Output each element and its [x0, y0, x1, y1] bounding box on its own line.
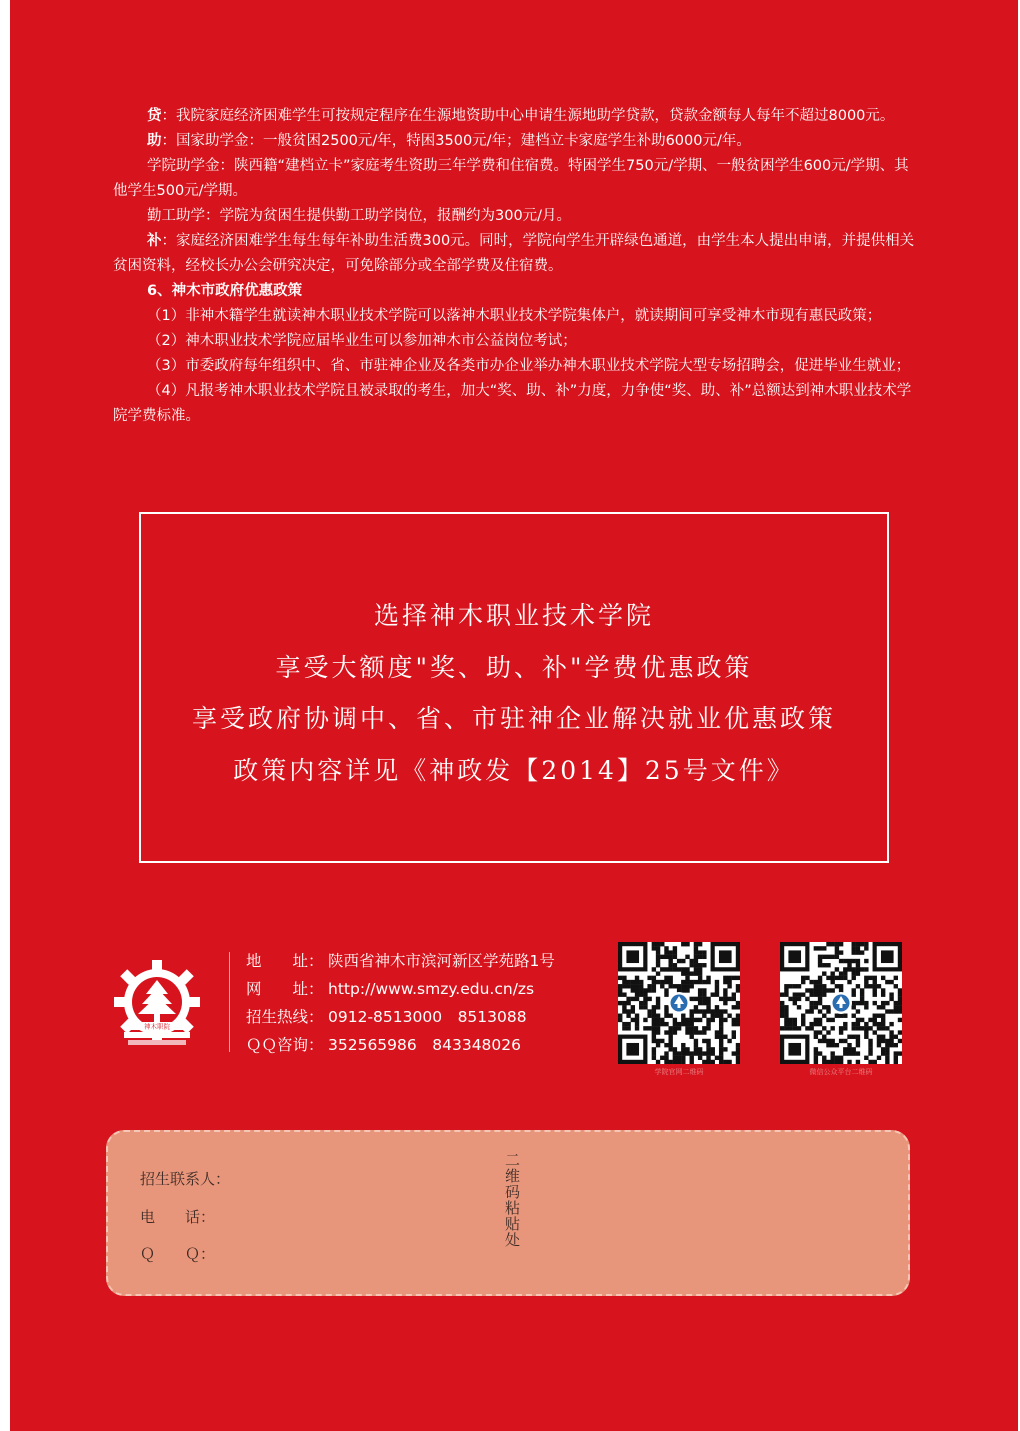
website-link[interactable]: http://www.smzy.edu.cn/zs [328, 980, 535, 998]
contact-person-row [140, 1168, 230, 1189]
website-label: 网 址： [246, 980, 324, 998]
qr-code-icon [618, 942, 740, 1064]
qq-value: 352565986 843348026 [328, 1036, 522, 1054]
gov-policy-item: （4）凡报考神木职业技术学院且被录取的考生，加大“奖、助、补”力度，力争使“奖、助、补”总额达到神木职业技术学院学费标准。 [113, 383, 912, 424]
highlight-line: 享受政府协调中、省、市驻神企业解决就业优惠政策 [191, 704, 836, 733]
aid-label: 助 [147, 133, 162, 149]
aid-text: ：国家助学金：一般贫困2500元/年，特困3500元/年；建档立卡家庭学生补助6000元/年。 [161, 133, 751, 149]
logo-text: 神木职院 [144, 1022, 170, 1031]
qr-caption: 学院官网二维码 [654, 1068, 704, 1076]
contact-info [246, 947, 555, 1059]
phone-row [140, 1206, 215, 1227]
college-grant-paragraph: 学院助学金：陕西籍“建档立卡”家庭考生资助三年学费和住宿费。特困学生750元/学期、一般贫困学生600元/学期、其他学生500元/学期。 [113, 158, 909, 199]
highlight-line: 选择神木职业技术学院 [373, 601, 654, 630]
website-row [246, 975, 555, 1003]
subsidy-label: 补 [147, 233, 162, 249]
subsidy-paragraph [113, 229, 923, 279]
brochure-page [10, 0, 1018, 1431]
contact-person-label: 招生联系人： [140, 1170, 231, 1188]
gov-policy-item: （2）神木职业技术学院应届毕业生可以参加神木市公益岗位考试； [147, 333, 577, 349]
qr-paste-area-label: 二维码粘贴处 [503, 1152, 521, 1248]
college-logo-icon [108, 956, 206, 1052]
highlight-box [139, 512, 889, 863]
address-label: 地 址： [246, 952, 324, 970]
college-logo [108, 956, 206, 1052]
hotline-value: 0912-8513000 8513088 [328, 1008, 527, 1026]
qq-card-label: Ｑ Ｑ： [140, 1245, 216, 1263]
loan-label: 贷 [147, 108, 162, 124]
qq-row [246, 1031, 555, 1059]
phone-label: 电 话： [140, 1208, 216, 1226]
highlight-lines [141, 590, 887, 796]
gov-policy-heading: 6、神木市政府优惠政策 [147, 283, 303, 299]
hotline-label: 招生热线： [246, 1008, 324, 1026]
highlight-line: 政策内容详见《神政发【2014】25号文件》 [233, 755, 795, 785]
address-value: 陕西省神木市滨河新区学苑路1号 [328, 952, 555, 970]
divider [229, 952, 230, 1052]
gov-policy-item: （3）市委政府每年组织中、省、市驻神企业及各类市办企业举办神木职业技术学院大型专场招聘会，促进毕业生就业； [147, 358, 911, 374]
aid-paragraph [113, 129, 923, 154]
work-study-paragraph: 勤工助学：学院为贫困生提供勤工助学岗位，报酬约为300元/月。 [147, 208, 572, 224]
loan-paragraph [113, 104, 923, 129]
qq-card-row [140, 1243, 215, 1264]
policy-text [113, 104, 923, 429]
highlight-line: 享受大额度"奖、助、补"学费优惠政策 [275, 652, 753, 682]
loan-text: ：我院家庭经济困难学生可按规定程序在生源地资助中心申请生源地助学贷款，贷款金额每人每年不超过8000元。 [161, 108, 895, 124]
subsidy-text: ：家庭经济困难学生每生每年补助生活费300元。同时，学院向学生开辟绿色通道，由学生本人提出申请，并提供相关贫困资料，经校长办公会研究决定，可免除部分或全部学费及住宿费。 [113, 233, 915, 274]
qr-caption: 微信公众平台二维码 [809, 1068, 873, 1076]
hotline-row [246, 1003, 555, 1031]
gov-policy-item: （1）非神木籍学生就读神木职业技术学院可以落神木职业技术学院集体户，就读期间可享受神木市现有惠民政策； [147, 308, 882, 324]
qr-code-icon [780, 942, 902, 1064]
qq-label: ＱＱ咨询： [246, 1036, 324, 1054]
address-row [246, 947, 555, 975]
website-qr [618, 942, 740, 1077]
wechat-qr [780, 942, 902, 1077]
contact-card [106, 1130, 910, 1296]
